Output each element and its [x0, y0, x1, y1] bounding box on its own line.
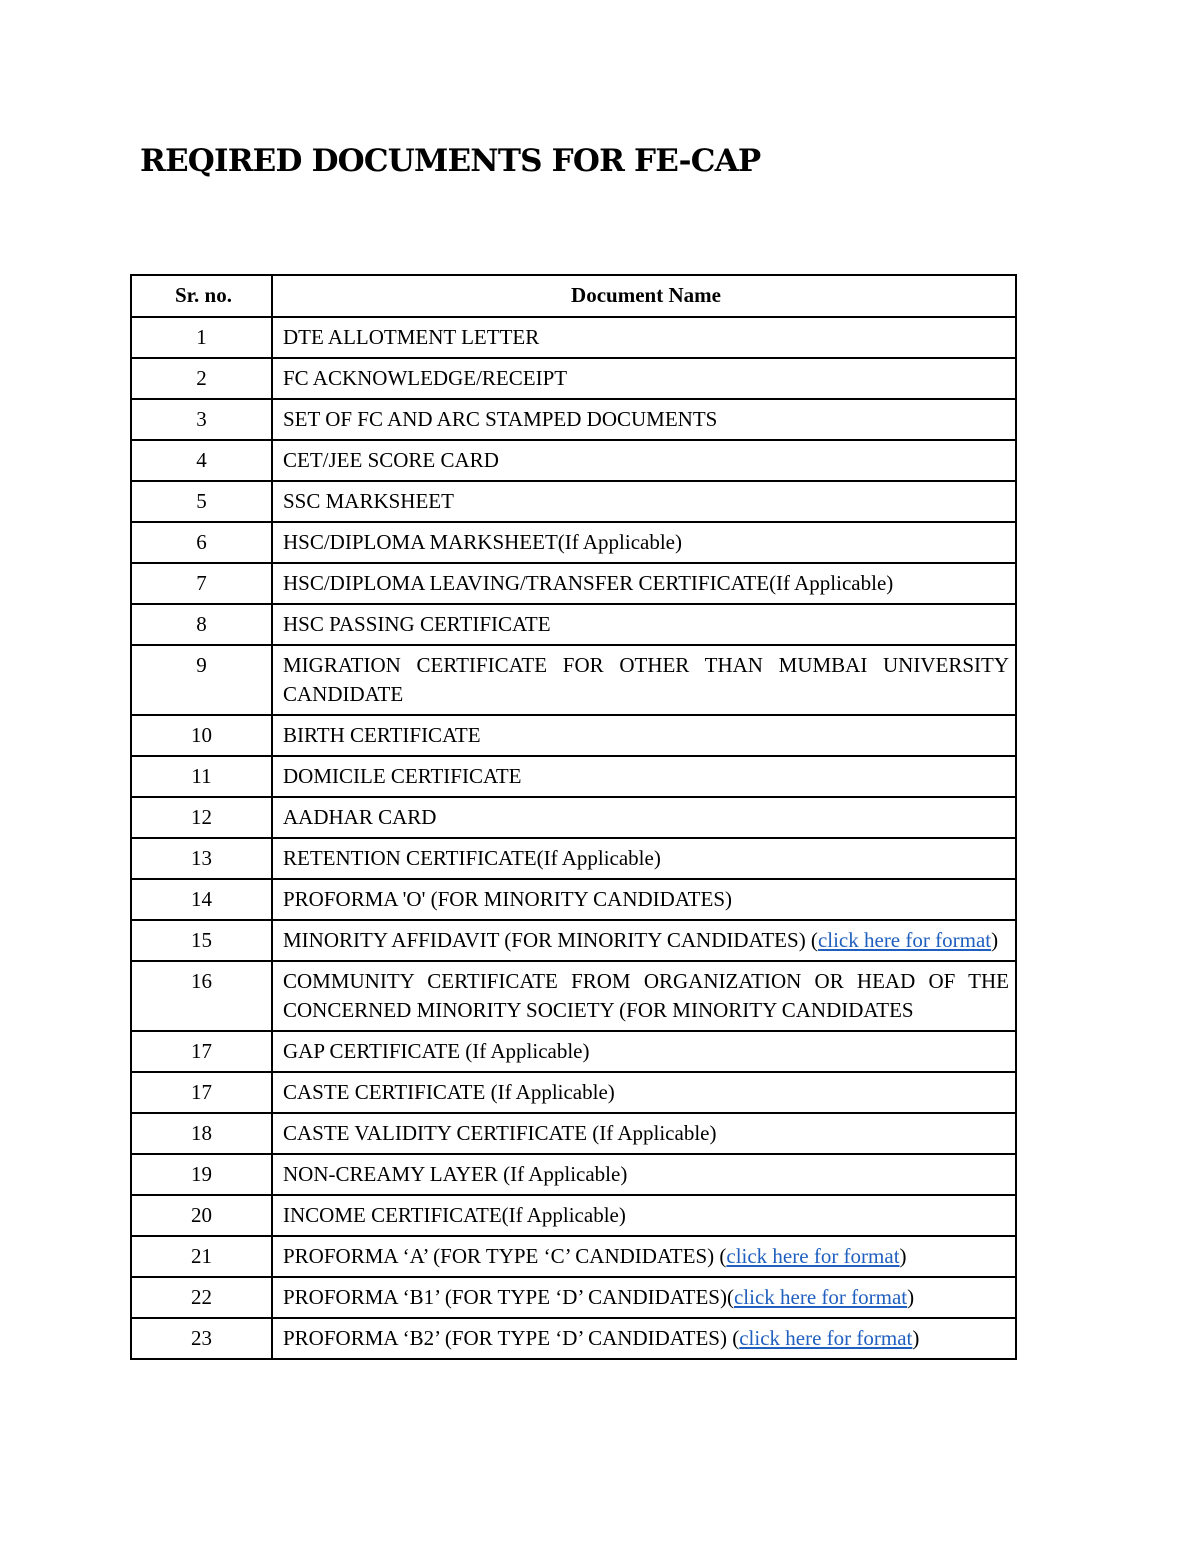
- table-row: [131, 645, 1016, 715]
- table-row: [131, 358, 1016, 399]
- closing-paren: ): [991, 928, 999, 952]
- sr-no-cell: 7: [131, 563, 272, 604]
- sr-no-cell: 21: [131, 1236, 272, 1277]
- table-row: [131, 920, 1016, 961]
- table-row: [131, 879, 1016, 920]
- format-link[interactable]: click here for format: [739, 1326, 913, 1350]
- document-name-cell: [272, 1154, 1016, 1195]
- sr-no-cell: 20: [131, 1195, 272, 1236]
- table-row: [131, 1236, 1016, 1277]
- document-name-cell: [272, 1236, 1016, 1277]
- sr-no-cell: 22: [131, 1277, 272, 1318]
- document-name: NON-CREAMY LAYER (If Applicable): [283, 1162, 628, 1186]
- document-name: BIRTH CERTIFICATE: [283, 723, 481, 747]
- table-row: [131, 440, 1016, 481]
- document-name: GAP CERTIFICATE (If Applicable): [283, 1039, 590, 1063]
- document-name-cell: [272, 399, 1016, 440]
- document-name: CET/JEE SCORE CARD: [283, 448, 499, 472]
- document-name: PROFORMA 'O' (FOR MINORITY CANDIDATES): [283, 887, 732, 911]
- documents-table: [130, 274, 1017, 1360]
- document-name: DTE ALLOTMENT LETTER: [283, 325, 540, 349]
- sr-no-cell: 19: [131, 1154, 272, 1195]
- table-row: [131, 1113, 1016, 1154]
- closing-paren: ): [912, 1326, 920, 1350]
- document-name: CASTE VALIDITY CERTIFICATE (If Applicable): [283, 1121, 717, 1145]
- document-name-cell: [272, 715, 1016, 756]
- header-document-name: Document Name: [272, 275, 1016, 317]
- document-name-cell: [272, 645, 1016, 715]
- sr-no-cell: 15: [131, 920, 272, 961]
- document-name: AADHAR CARD: [283, 805, 437, 829]
- table-row: [131, 563, 1016, 604]
- document-name: RETENTION CERTIFICATE(If Applicable): [283, 846, 661, 870]
- sr-no-cell: 2: [131, 358, 272, 399]
- document-name-cell: [272, 604, 1016, 645]
- document-name-cell: [272, 440, 1016, 481]
- sr-no-cell: 6: [131, 522, 272, 563]
- document-name-cell: [272, 1072, 1016, 1113]
- document-name: INCOME CERTIFICATE(If Applicable): [283, 1203, 626, 1227]
- table-row: [131, 1154, 1016, 1195]
- document-name-cell: [272, 317, 1016, 358]
- document-name: PROFORMA ‘B1’ (FOR TYPE ‘D’ CANDIDATES)(: [283, 1285, 734, 1309]
- closing-paren: ): [907, 1285, 915, 1309]
- table-row: [131, 604, 1016, 645]
- table-row: [131, 1072, 1016, 1113]
- sr-no-cell: 9: [131, 645, 272, 715]
- document-name: SSC MARKSHEET: [283, 489, 454, 513]
- table-header-row: [131, 275, 1016, 317]
- sr-no-cell: 8: [131, 604, 272, 645]
- table-row: [131, 522, 1016, 563]
- format-link[interactable]: click here for format: [726, 1244, 900, 1268]
- sr-no-cell: 10: [131, 715, 272, 756]
- document-name-cell: [272, 756, 1016, 797]
- table-body: [131, 317, 1016, 1359]
- document-name: PROFORMA ‘A’ (FOR TYPE ‘C’ CANDIDATES) (: [283, 1244, 727, 1268]
- sr-no-cell: 12: [131, 797, 272, 838]
- table-row: [131, 838, 1016, 879]
- sr-no-cell: 11: [131, 756, 272, 797]
- table-row: [131, 797, 1016, 838]
- document-name-cell: [272, 522, 1016, 563]
- document-name: COMMUNITY CERTIFICATE FROM ORGANIZATION OR HEAD OF THE CONCERNED MINORITY SOCIETY (FOR MINORITY CANDIDATES: [283, 969, 1009, 1022]
- sr-no-cell: 1: [131, 317, 272, 358]
- document-name: HSC/DIPLOMA MARKSHEET(If Applicable): [283, 530, 682, 554]
- table-row: [131, 756, 1016, 797]
- closing-paren: ): [899, 1244, 907, 1268]
- table-row: [131, 1277, 1016, 1318]
- table-row: [131, 399, 1016, 440]
- document-name: CASTE CERTIFICATE (If Applicable): [283, 1080, 615, 1104]
- page-title: REQIRED DOCUMENTS FOR FE-CAP: [140, 143, 761, 179]
- document-name: MINORITY AFFIDAVIT (FOR MINORITY CANDIDATES) (: [283, 928, 818, 952]
- document-name: HSC/DIPLOMA LEAVING/TRANSFER CERTIFICATE(If Applicable): [283, 571, 894, 595]
- document-name: SET OF FC AND ARC STAMPED DOCUMENTS: [283, 407, 718, 431]
- document-name-cell: [272, 797, 1016, 838]
- document-name-cell: [272, 1031, 1016, 1072]
- document-name-cell: [272, 358, 1016, 399]
- table-row: [131, 1195, 1016, 1236]
- table-row: [131, 1318, 1016, 1359]
- table-row: [131, 1031, 1016, 1072]
- sr-no-cell: 16: [131, 961, 272, 1031]
- document-name: HSC PASSING CERTIFICATE: [283, 612, 551, 636]
- document-name-cell: [272, 1195, 1016, 1236]
- document-name-cell: [272, 920, 1016, 961]
- format-link[interactable]: click here for format: [733, 1285, 908, 1309]
- document-name-cell: [272, 1277, 1016, 1318]
- document-name-cell: [272, 1113, 1016, 1154]
- document-name-cell: [272, 563, 1016, 604]
- table-row: [131, 715, 1016, 756]
- table-row: [131, 481, 1016, 522]
- format-link[interactable]: click here for format: [817, 928, 992, 952]
- document-name-cell: [272, 879, 1016, 920]
- document-name: MIGRATION CERTIFICATE FOR OTHER THAN MUMBAI UNIVERSITY CANDIDATE: [283, 653, 1009, 706]
- sr-no-cell: 13: [131, 838, 272, 879]
- sr-no-cell: 3: [131, 399, 272, 440]
- table-row: [131, 961, 1016, 1031]
- document-name: FC ACKNOWLEDGE/RECEIPT: [283, 366, 568, 390]
- document-name: DOMICILE CERTIFICATE: [283, 764, 522, 788]
- table-row: [131, 317, 1016, 358]
- document-name-cell: [272, 961, 1016, 1031]
- document-name-cell: [272, 838, 1016, 879]
- document-name-cell: [272, 481, 1016, 522]
- header-sr-no: Sr. no.: [131, 275, 272, 317]
- sr-no-cell: 14: [131, 879, 272, 920]
- sr-no-cell: 17: [131, 1031, 272, 1072]
- sr-no-cell: 17: [131, 1072, 272, 1113]
- sr-no-cell: 23: [131, 1318, 272, 1359]
- document-name-cell: [272, 1318, 1016, 1359]
- sr-no-cell: 5: [131, 481, 272, 522]
- sr-no-cell: 4: [131, 440, 272, 481]
- document-name: PROFORMA ‘B2’ (FOR TYPE ‘D’ CANDIDATES) (: [283, 1326, 740, 1350]
- sr-no-cell: 18: [131, 1113, 272, 1154]
